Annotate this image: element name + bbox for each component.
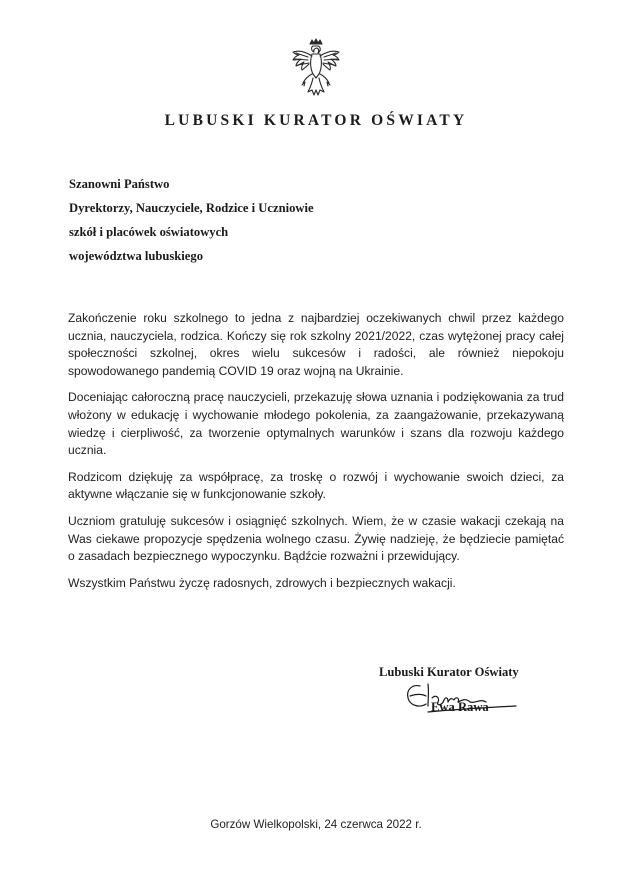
- eagle-emblem-icon: [288, 38, 344, 100]
- signature-title: Lubuski Kurator Oświaty: [379, 665, 519, 679]
- body-paragraph: Doceniając całoroczną pracę nauczycieli, przekazuję słowa uznania i podziękowania za trud włożony w edukację i wychowanie młodego pokolenia, za zaangażowanie, przekazywaną wiedzę i cierpliwość, za tworzenie optymalnych warunków i szans dla rozwoju każdego ucznia.: [68, 390, 564, 458]
- body-paragraph: Uczniom gratuluję sukcesów i osiągnięć szkolnych. Wiem, że w czasie wakacji czekają na Was ciekawe propozycje spędzenia wolnego czasu. Żywię nadzieję, że będziecie pamiętać o zasadach bezpiecznego wypoczynku. Bądźcie rozważni i przewidujący.: [68, 513, 564, 564]
- body-paragraph: Rodzicom dziękuję za współpracę, za troskę o rozwój i wychowanie swoich dzieci, za aktywne włączanie się w funkcjonowanie szkoły.: [68, 469, 564, 502]
- addressee-line: województwa lubuskiego: [69, 249, 203, 263]
- salutation: Szanowni Państwo: [69, 177, 170, 191]
- body-paragraph: Zakończenie roku szkolnego to jedna z najbardziej oczekiwanych chwil przez każdego ucznia, nauczyciela, rodzica. Kończy się rok szkolny 2021/2022, czas wytężonej pracy całej społeczności szkolnej, okres wielu sukcesów i radości, ale również niepokoju spowodowanego pandemią COVID 19 oraz wojną na Ukrainie.: [68, 311, 564, 378]
- addressee-line: szkół i placówek oświatowych: [69, 225, 229, 239]
- addressee-block: [69, 172, 314, 268]
- letter-body: [68, 310, 564, 592]
- office-title: LUBUSKI KURATOR OŚWIATY: [164, 112, 468, 129]
- signatory-name: Ewa Rawa: [431, 700, 489, 714]
- addressee-line: Dyrektorzy, Nauczyciele, Rodzice i Uczniowie: [69, 201, 314, 215]
- body-paragraph: Wszystkim Państwu życzę radosnych, zdrowych i bezpiecznych wakacji.: [68, 575, 456, 590]
- place-and-date: Gorzów Wielkopolski, 24 czerwca 2022 r.: [210, 818, 422, 831]
